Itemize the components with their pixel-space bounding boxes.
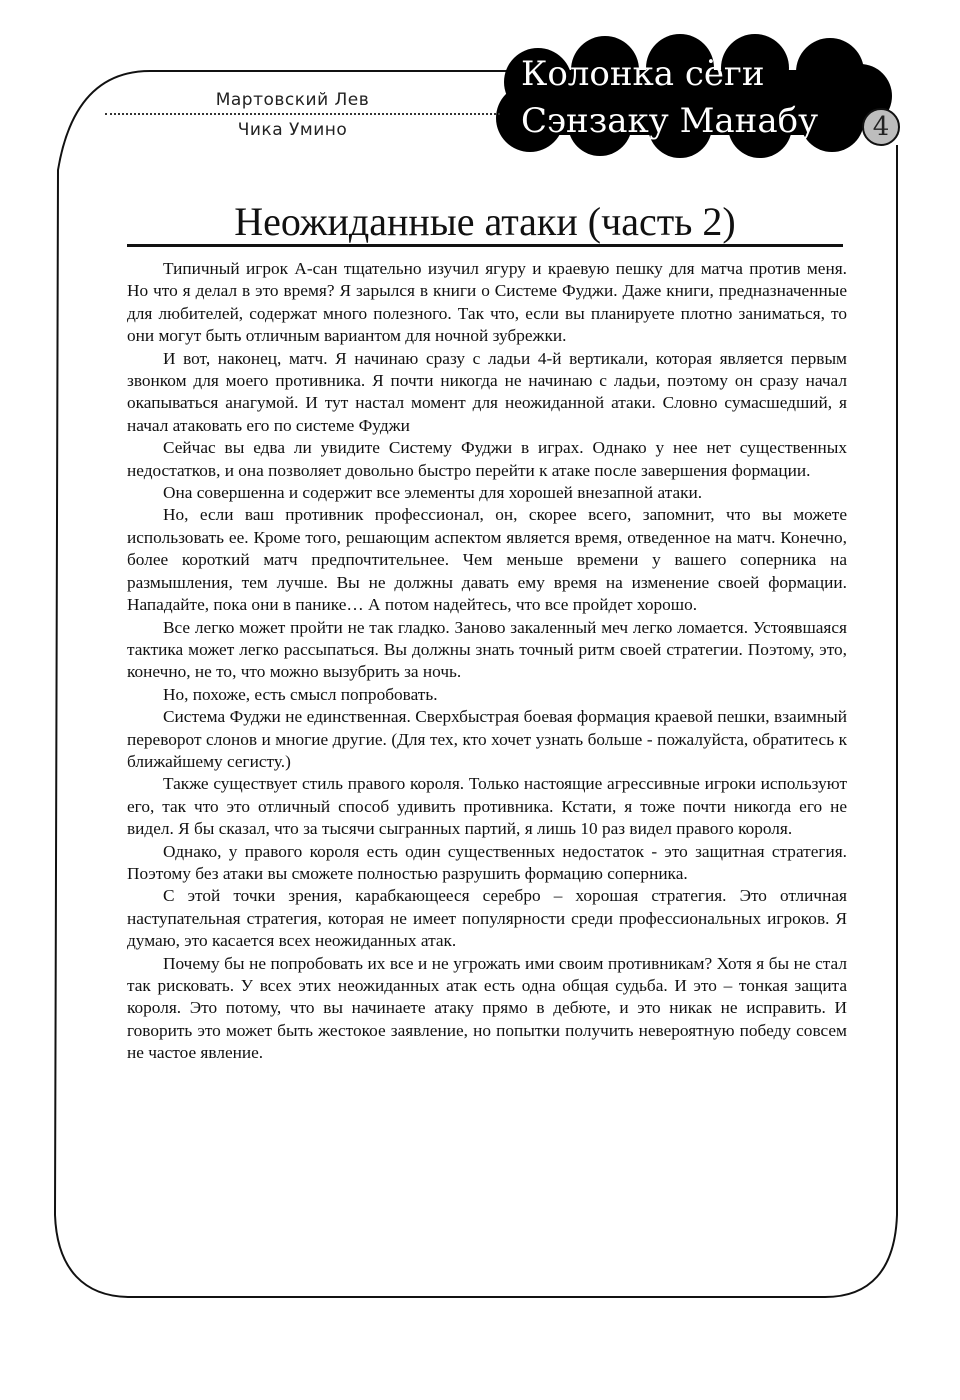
paragraph: Также существует стиль правого короля. Только настоящие агрессивные игроки используют его, так что это отличный способ удивить противника. Кстати, я тоже почти никогда его не видел. Я бы сказал, что за тысячи сыгранных партий, я лишь 10 раз видел правого короля. (127, 774, 847, 839)
paragraph: Все легко может пройти не так гладко. Заново закаленный меч легко ломается. Устоявшаяся тактика может легко рассыпаться. Вы должны знать точный ритм своей стратегии. Поэтому, это, конечно, не то, что можно вызубрить за ночь. (127, 617, 847, 682)
paragraph: Она совершенна и содержит все элементы для хорошей внезапной атаки. (163, 483, 703, 503)
paragraph: Система Фуджи не единственная. Сверхбыстрая боевая формация краевой пешки, взаимный переворот слонов и многие другие. (Для тех, кто хочет узнать больше - пожалуйста, обратитесь к ближайшему сегисту.) (127, 707, 847, 771)
issue-number-badge: 4 (862, 108, 900, 146)
paragraph: Но, похоже, есть смысл попробовать. (163, 684, 438, 704)
paragraph: С этой точки зрения, карабкающееся серебро – хорошая стратегия. Это отличная наступательная стратегия, которая не имеет популярности среди профессиональных игроков. Я думаю, это касается всех неожиданных атак. (127, 886, 847, 951)
article-body (127, 258, 847, 1065)
byline-author: Мартовский Лев (215, 90, 370, 110)
column-title-line1: Колонка сёги (521, 54, 765, 94)
dotted-divider (105, 113, 500, 115)
byline-artist: Чика Умино (237, 120, 348, 140)
column-title-line2: Сэнзаку Манабу (521, 101, 819, 141)
paragraph: И вот, наконец, матч. Я начинаю сразу с ладьи 4-й вертикали, которая является первым звонком для моего противника. Я почти никогда не начинаю с ладьи, поэтому он сразу начал окапываться анагумой. И тут настал момент для неожиданной атаки. Словно сумасшедший, я начал атаковать его по системе Фуджи (127, 348, 847, 435)
paragraph: Почему бы не попробовать их все и не угрожать ими своим противникам? Хотя я бы не стал так рисковать. У всех этих неожиданных атак есть одна общая судьба. И это – тонкая защита короля. Это потому, что вы начинаете атаку прямо в дебюте, и это никак не исправить. И говорить это может быть жестокое заявление, но попытки получить невероятную победу совсем не частое явление. (127, 953, 847, 1063)
paragraph: Сейчас вы едва ли увидите Систему Фуджи в играх. Однако у нее нет существенных недостатков, и она позволяет довольно быстро перейти к атаке после завершения формации. (127, 438, 847, 480)
paragraph: Однако, у правого короля есть один существенных недостаток - это защитная стратегия. Поэтому без атаки вы сможете полностью разрушить формацию соперника. (127, 841, 847, 883)
title-underline (127, 244, 843, 247)
article-title: Неожиданные атаки (часть 2) (234, 199, 736, 244)
paragraph: Но, если ваш противник профессионал, он, скорее всего, запомнит, что вы можете использовать ее. Кроме того, решающим аспектом является время, отведенное на матч. Конечно, более короткий матч предпочтительнее. Чем меньше времени у вашего соперника на размышления, тем лучше. Вы не должны давать ему время на изменение своей формации. Нападайте, пока они в панике… А потом надейтесь, что все пройдет хорошо. (127, 505, 847, 615)
paragraph: Типичный игрок А-сан тщательно изучил ягуру и краевую пешку для матча против меня. Но что я делал в это время? Я зарылся в книги о Системе Фуджи. Даже книги, предназначенные для любителей, содержат много полезного. Так что, если вы планируете плотно заниматься, то они могут быть отличным вариантом для ночной зубрежки. (127, 259, 847, 346)
